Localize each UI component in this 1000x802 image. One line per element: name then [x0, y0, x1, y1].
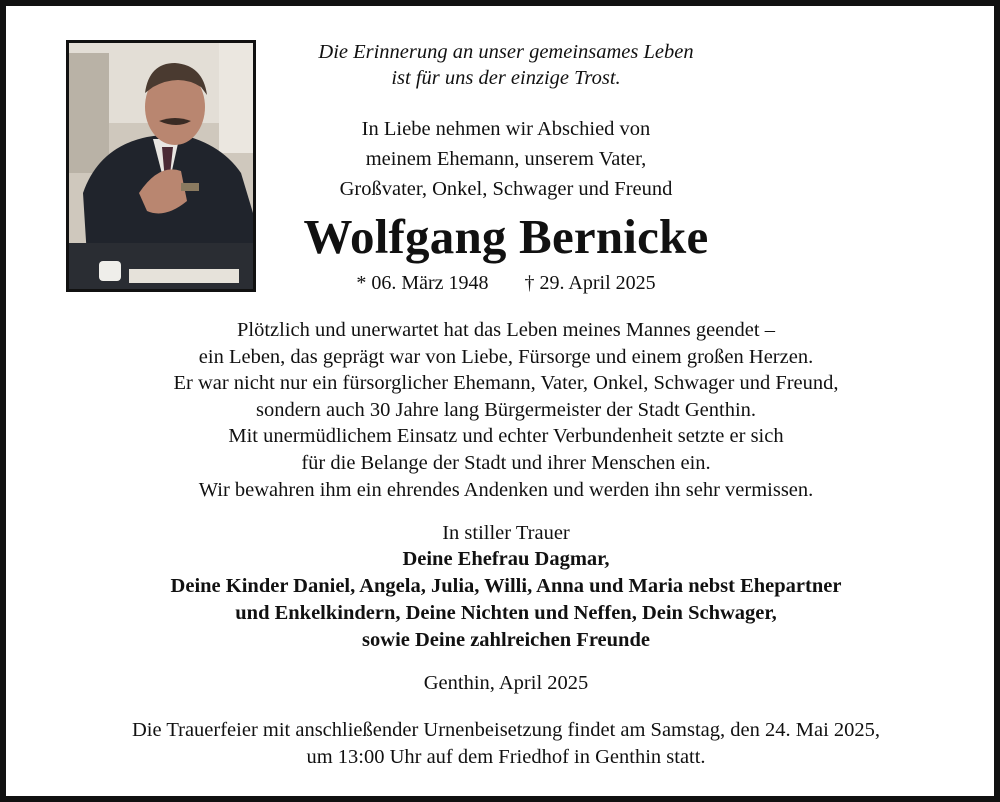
quote-line: Die Erinnerung an unser gemeinsames Leben — [318, 41, 694, 63]
body-line: ein Leben, das geprägt war von Liebe, Fürsorge und einem großen Herzen. — [198, 345, 814, 368]
birth-date: * 06. März 1948 — [356, 272, 489, 294]
quote-line: ist für uns der einzige Trost. — [391, 67, 621, 89]
deceased-name: Wolfgang Bernicke — [303, 209, 709, 264]
intro-line: In Liebe nehmen wir Abschied von — [361, 118, 651, 140]
body-line: sondern auch 30 Jahre lang Bürgermeister der Stadt Genthin. — [255, 398, 757, 421]
mourner-line: sowie Deine zahlreichen Freunde — [362, 629, 650, 651]
intro-line: meinem Ehemann, unserem Vater, — [365, 148, 647, 170]
funeral-line: um 13:00 Uhr auf dem Friedhof in Genthin statt. — [306, 745, 706, 768]
body-line: Er war nicht nur ein fürsorglicher Ehemann, Vater, Onkel, Schwager und Freund, — [173, 372, 839, 395]
farewell-intro — [256, 114, 756, 204]
life-dates — [256, 270, 756, 296]
body-line: Wir bewahren ihm ein ehrendes Andenken und werden ihn sehr vermissen. — [198, 478, 814, 501]
mourner-line: und Enkelkindern, Deine Nichten und Neffen, Dein Schwager, — [235, 602, 777, 624]
mourners-list — [6, 546, 1000, 654]
mourner-line: Deine Ehefrau Dagmar, — [402, 548, 610, 570]
death-date: † 29. April 2025 — [524, 272, 656, 294]
place-date: Genthin, April 2025 — [423, 672, 589, 694]
portrait-image — [69, 43, 253, 289]
obituary-text — [6, 317, 1000, 503]
memorial-quote — [256, 39, 756, 91]
portrait-photo — [66, 40, 256, 292]
body-line: Plötzlich und unerwartet hat das Leben meines Mannes geendet – — [237, 319, 775, 341]
mourning-intro: In stiller Trauer — [442, 522, 570, 544]
intro-line: Großvater, Onkel, Schwager und Freund — [339, 178, 673, 200]
mourner-line: Deine Kinder Daniel, Angela, Julia, Willi, Anna und Maria nebst Ehepartner — [170, 575, 842, 597]
body-line: für die Belange der Stadt und ihrer Menschen ein. — [301, 451, 711, 474]
funeral-notice — [6, 717, 1000, 770]
body-line: Mit unermüdlichem Einsatz und echter Verbundenheit setzte er sich — [228, 425, 784, 448]
funeral-line: Die Trauerfeier mit anschließender Urnenbeisetzung findet am Samstag, den 24. Mai 2025, — [131, 719, 881, 741]
